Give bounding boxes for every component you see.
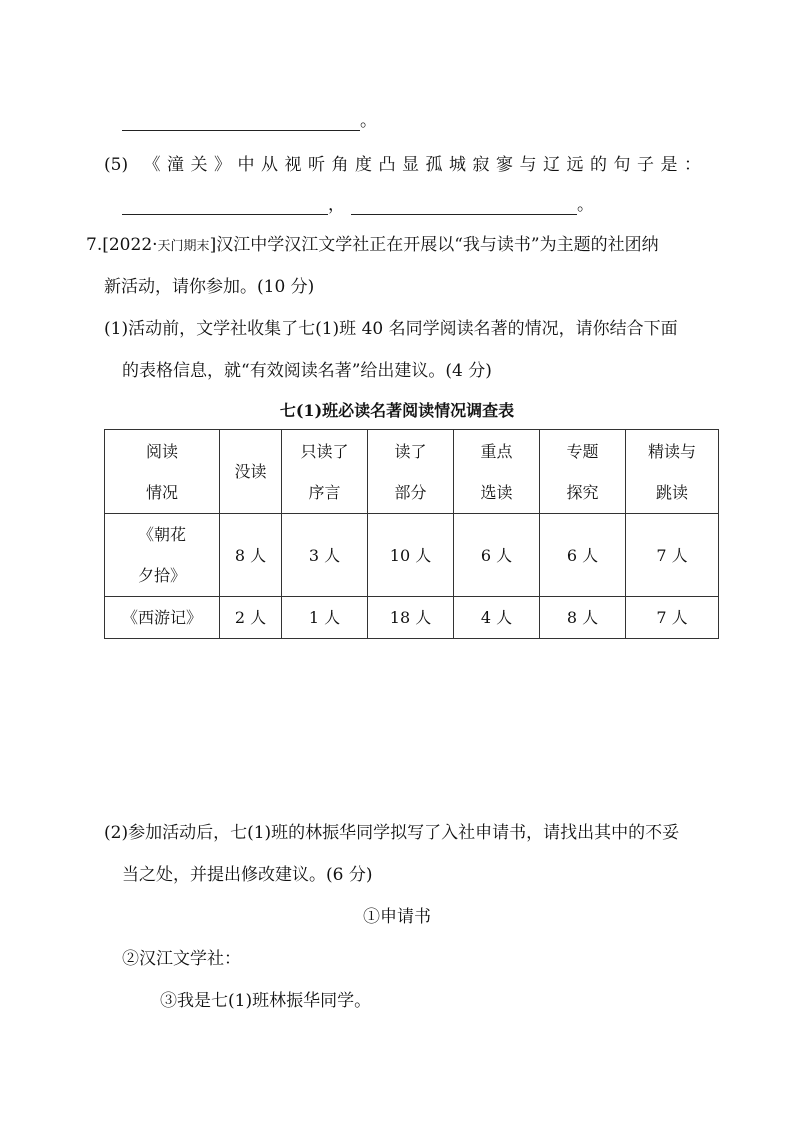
item-5-number: (5) (104, 155, 129, 175)
data-cell: 10 人 (368, 514, 454, 597)
header-cell: 只读了 序言 (282, 430, 368, 514)
sub-question-2-line-2: 当之处，并提出修改建议。(6 分) (122, 865, 373, 885)
comma-mark: ， (328, 195, 345, 215)
data-cell: 6 人 (540, 514, 626, 597)
item-5 (104, 150, 708, 175)
data-cell: 6 人 (454, 514, 540, 597)
data-cell: 1 人 (282, 597, 368, 639)
period-mark: 。 (360, 111, 377, 131)
answer-blank-a[interactable] (122, 196, 328, 215)
table-row (105, 597, 719, 639)
answer-line-2 (122, 190, 594, 215)
corner-cell: 阅读 情况 (105, 430, 220, 514)
data-cell: 7 人 (626, 597, 719, 639)
source-name: 天门期末 (157, 239, 210, 254)
sub-question-1-line-2: 的表格信息，就“有效阅读名著”给出建议。(4 分) (122, 361, 492, 381)
data-cell: 4 人 (454, 597, 540, 639)
data-cell: 3 人 (282, 514, 368, 597)
header-cell: 专题 探究 (540, 430, 626, 514)
letter-line-3: ③我是七(1)班林振华同学。 (160, 991, 372, 1011)
letter-salutation: ②汉江文学社： (122, 949, 241, 969)
stem-line-1: 汉江中学汉江文学社正在开展以“我与读书”为主题的社团纳 (216, 235, 659, 255)
table-header-row (105, 430, 719, 514)
header-cell: 读了 部分 (368, 430, 454, 514)
question-7-stem (86, 230, 659, 255)
data-cell: 2 人 (220, 597, 282, 639)
header-cell: 精读与 跳读 (626, 430, 719, 514)
answer-blank-b[interactable] (351, 196, 577, 215)
sub-question-1-line-1: (1)活动前，文学社收集了七(1)班 40 名同学阅读名著的情况，请你结合下面 (104, 319, 678, 339)
stem-line-2: 新活动，请你参加。(10 分) (104, 277, 315, 297)
data-cell: 7 人 (626, 514, 719, 597)
table-title: 七(1)班必读名著阅读情况调查表 (279, 401, 515, 420)
table-row (105, 514, 719, 597)
sub-question-2-line-1: (2)参加活动后，七(1)班的林振华同学拟写了入社申请书，请找出其中的不妥 (104, 823, 680, 843)
answer-blank[interactable] (122, 112, 360, 131)
question-number: 7. (86, 235, 103, 255)
letter-title: ①申请书 (363, 907, 431, 927)
source-close: ] (209, 235, 217, 255)
source-open: [2022· (102, 235, 158, 255)
data-cell: 8 人 (220, 514, 282, 597)
answer-line-1 (122, 106, 377, 131)
book-cell: 《朝花 夕拾》 (105, 514, 220, 597)
item-5-text: 《潼关》中从视听角度凸显孤城寂寥与辽远的句子是： (143, 155, 708, 175)
reading-survey-table (104, 429, 719, 639)
period-mark: 。 (577, 195, 594, 215)
header-cell: 没读 (220, 430, 282, 514)
header-cell: 重点 选读 (454, 430, 540, 514)
data-cell: 8 人 (540, 597, 626, 639)
data-cell: 18 人 (368, 597, 454, 639)
book-cell: 《西游记》 (105, 597, 220, 639)
